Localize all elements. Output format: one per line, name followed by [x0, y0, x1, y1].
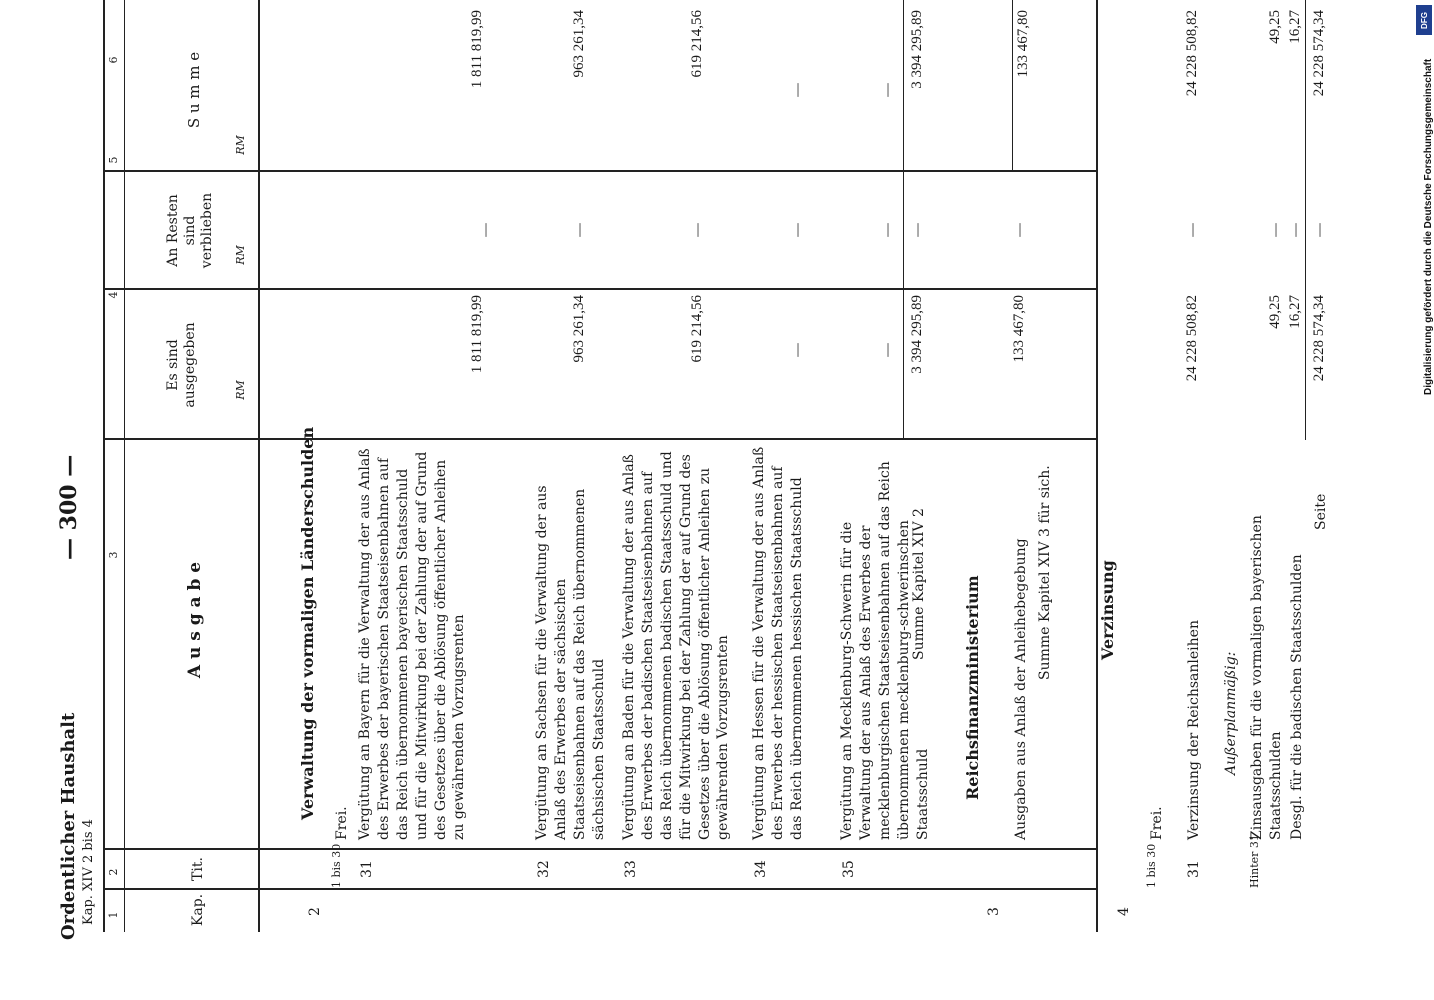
- kap2-tit-34: 34: [753, 860, 769, 878]
- header-subtitle: Kap. XIV 2 bis 4: [81, 819, 96, 925]
- digitization-note: [1418, 5, 1434, 395]
- kap2-val-31: 1 811 819,99: [469, 295, 485, 374]
- dfg-logo: DFG: [1416, 5, 1432, 35]
- kap2-tit-33: 33: [623, 860, 639, 878]
- kap2-rest-35: —: [878, 222, 896, 238]
- col-header-ausgegeben: Es sind ausgegeben: [165, 322, 198, 408]
- kap-number-3: 3: [986, 907, 1002, 916]
- kap3-summe-label: Summe Kapitel XIV 3 für sich.: [1037, 465, 1053, 680]
- header-title: Ordentlicher Haushalt: [58, 712, 79, 940]
- kap2-sum-32: 963 261,34: [571, 10, 587, 78]
- seite-col6: 24 228 574,34: [1311, 10, 1327, 97]
- digitization-text: Digitalisierung gefördert durch die Deutsche Forschungsgemeinschaft: [1423, 58, 1434, 395]
- rule-col-4-5: [103, 288, 1096, 290]
- rule-bottom: [1096, 0, 1098, 932]
- rule-col-1-2: [103, 888, 1096, 890]
- kap3-text: Ausgaben aus Anlaß der Anleihebegebung: [1013, 538, 1029, 840]
- rule-colnum: [124, 0, 125, 932]
- kap2-tit-32: 32: [536, 860, 552, 878]
- kap4-val-bay: 49,25: [1267, 295, 1283, 329]
- col-header-tit: Tit.: [190, 857, 206, 881]
- kap4-text-31: Verzinsung der Reichsanleihen: [1186, 620, 1202, 840]
- kap4-frei-range: 1 bis 30: [1145, 843, 1158, 888]
- kap-number-4: 4: [1116, 907, 1132, 916]
- kap2-rest-32: —: [570, 222, 588, 238]
- page-number: — 300 —: [56, 454, 82, 560]
- col-number-1: 1: [107, 911, 120, 919]
- kap4-sum-bad: 16,27: [1287, 10, 1303, 44]
- kap2-tit-35: 35: [841, 860, 857, 878]
- kap2-text-31: Vergütung an Bayern für die Verwaltung der aus Anlaß des Erwerbes der bayerischen Staatseisenbahnen auf das Reich übernommenen bayerischen Staatsschuld und für die Mitwirkung bei der Zahlung der auf Grund des Gesetzes über die Ablösung öffentlicher Anleihen zu gewährenden Vorzugsrenten: [357, 448, 468, 840]
- col-number-5: 5: [107, 156, 120, 164]
- kap2-text-35: Vergütung an Mecklenburg-Schwerin für die Verwaltung der aus Anlaß des Erwerbes der mecklenburgischen Staatseisenbahnen auf das Reich übernommenen mecklenburg-schwerinschen Staatsschuld: [839, 461, 931, 840]
- kap2-val-34: —: [788, 342, 806, 358]
- kap2-rest-34: —: [788, 222, 806, 238]
- kap2-sum-33: 619 214,56: [689, 10, 705, 78]
- col-number-4: 4: [107, 291, 120, 299]
- kap2-tit-31: 31: [359, 860, 375, 878]
- kap2-text-34: Vergütung an Hessen für die Verwaltung der aus Anlaß des Erwerbes der hessischen Staatseisenbahnen auf das Reich übernommenen hessischen Staatsschuld: [751, 446, 805, 840]
- kap2-val-33: 619 214,56: [689, 295, 705, 363]
- rule-col-2-3: [103, 848, 1096, 850]
- kap2-summe-label: Summe Kapitel XIV 2: [911, 508, 927, 660]
- seite-col4: 24 228 574,34: [1311, 295, 1327, 382]
- col-number-2: 2: [107, 868, 120, 876]
- rule-col-5-6: [103, 170, 1096, 172]
- rule-seite-top: [1305, 0, 1306, 440]
- rule-col-3-4: [103, 438, 1096, 440]
- unit-col-4: RM: [234, 380, 247, 400]
- col-number-3: 3: [107, 551, 120, 559]
- unit-col-5: RM: [234, 245, 247, 265]
- kap2-summe-col4: 3 394 295,89: [909, 295, 925, 374]
- kap2-val-32: 963 261,34: [571, 295, 587, 363]
- kap2-text-33: Vergütung an Baden für die Verwaltung der aus Anlaß des Erwerbes der badischen Staatseisenbahnen auf das Reich übernommenen badischen Staatsschuld und für die Mitwirkung bei der Zahlung der auf Grund des Gesetzes über die Ablösung öffentlicher Anleihen zu gewährenden Vorzugsrenten: [621, 451, 732, 840]
- kap4-sum-31: 24 228 508,82: [1184, 10, 1200, 97]
- kap4-title: Verzinsung: [1098, 560, 1117, 660]
- kap4-text-bay: Zinsausgaben für die vormaligen bayerischen Staatsschulden: [1249, 515, 1284, 840]
- kap4-tit-31: 31: [1186, 860, 1202, 878]
- kap3-val: 133 467,80: [1011, 295, 1027, 363]
- kap4-val-31: 24 228 508,82: [1184, 295, 1200, 382]
- kap2-summe-rest: —: [908, 222, 926, 238]
- kap4-frei: Frei.: [1149, 806, 1165, 840]
- kap2-title: Verwaltung der vormaligen Länderschulden: [298, 426, 317, 820]
- kap4-val-bad: 16,27: [1287, 295, 1303, 329]
- kap3-sum: 133 467,80: [1015, 10, 1031, 78]
- rule-summe2-top: [903, 0, 904, 440]
- kap2-summe-col6: 3 394 295,89: [909, 10, 925, 89]
- rule-top: [103, 0, 105, 932]
- kap4-ausserplan: Außerplanmäßig:: [1223, 651, 1239, 775]
- kap-number-2: 2: [307, 907, 323, 916]
- kap2-val-35: —: [878, 342, 896, 358]
- kap2-sum-31: 1 811 819,99: [469, 10, 485, 89]
- kap2-rest-33: —: [688, 222, 706, 238]
- col-header-resten: An Resten sind verblieben: [165, 192, 215, 269]
- rule-header: [258, 0, 260, 932]
- kap4-rest-31: —: [1183, 222, 1201, 238]
- unit-col-6: RM: [234, 135, 247, 155]
- rule-summe3-top: [1012, 0, 1013, 172]
- col-header-summe: S u m m e: [185, 51, 203, 129]
- kap3-title: Reichsfinanzministerium: [963, 575, 982, 800]
- kap2-sum-35: —: [878, 82, 896, 98]
- kap4-rest-bay: —: [1266, 222, 1284, 238]
- kap4-hinter: Hinter 31: [1248, 834, 1261, 888]
- kap4-sum-bay: 49,25: [1267, 10, 1283, 44]
- kap3-rest: —: [1010, 222, 1028, 238]
- kap4-text-bad: Desgl. für die badischen Staatsschulden: [1289, 554, 1305, 840]
- kap2-frei: Frei.: [334, 806, 350, 840]
- kap2-frei-range: 1 bis 30: [330, 843, 343, 888]
- kap2-text-32: Vergütung an Sachsen für die Verwaltung der aus Anlaß des Erwerbes der sächsischen Staatseisenbahnen auf das Reich übernommenen sächsischen Staatsschuld: [534, 485, 607, 840]
- kap4-rest-bad: —: [1286, 222, 1304, 238]
- col-number-6: 6: [107, 56, 120, 64]
- kap2-sum-34: —: [788, 82, 806, 98]
- seite-rest: —: [1310, 222, 1328, 238]
- kap2-rest-31: —: [476, 222, 494, 238]
- col-header-ausgabe: A u s g a b e: [185, 561, 205, 679]
- seite-label: Seite: [1313, 493, 1329, 530]
- col-header-kap: Kap.: [190, 893, 206, 927]
